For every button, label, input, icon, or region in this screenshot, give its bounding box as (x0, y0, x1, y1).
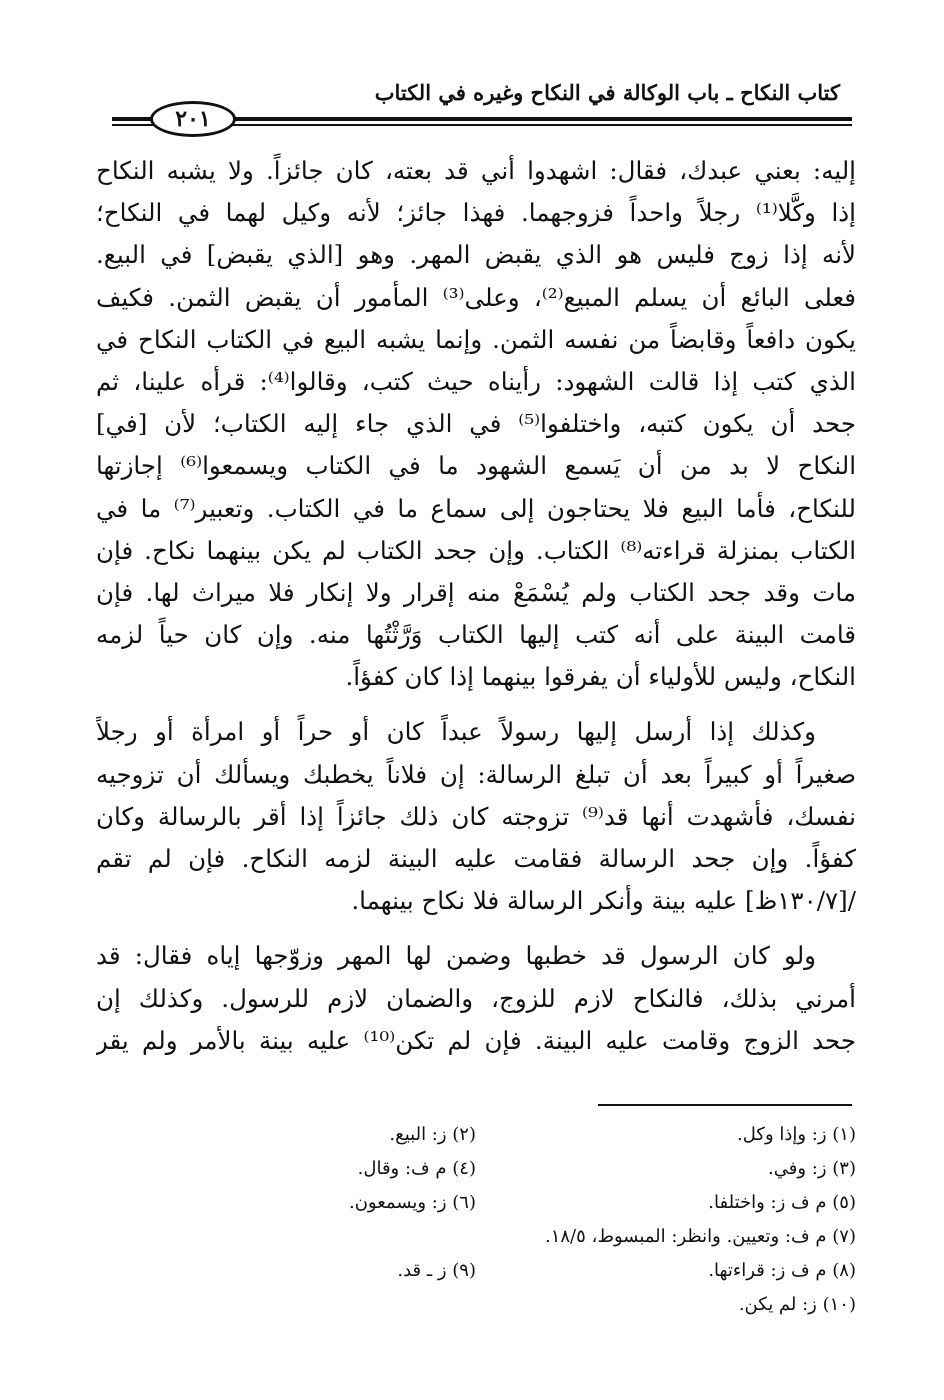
footnote-separator (598, 1104, 852, 1106)
text-line: /[١٣٠/٧ظ] عليه بينة وأنكر الرسالة فلا نكاح بينهما. (351, 886, 856, 916)
footnote-row (96, 1254, 856, 1288)
text-line: يكون دافعاً وقابضاً من نفسه الثمن. وإنما يشبه البيع في الكتاب النكاح في (96, 324, 856, 354)
footnote-1: (١) ز: وإذا وكل. (737, 1124, 856, 1145)
text-line: وكذلك إذا أرسل إليها رسولاً عبداً كان أو حراً أو امرأة أو رجلاً (96, 717, 816, 747)
paragraph-3 (96, 935, 856, 1062)
text-line: نفسك، فأشهدت أنها قد⁽⁹⁾ تزوجته كان ذلك جائزاً إذا أقر بالرسالة وكان (96, 801, 856, 831)
text-line: لأنه إذا زوج فليس هو الذي يقبض المهر. وهو [الذي يقبض] في البيع. (96, 240, 856, 270)
text-line: قامت البينة على أنه كتب إليها الكتاب وَرَّثْتُها منه. وإن كان حياً لزمه (96, 620, 856, 650)
footnote-8: (٨) م ف ز: قراءتها. (708, 1260, 856, 1281)
text-line: كفؤاً. وإن جحد الرسالة فقامت عليه البينة لزمه النكاح. فإن لم تقم (96, 844, 856, 873)
paragraph-gap (96, 922, 856, 935)
page-number: ٢٠١ (175, 106, 211, 132)
footnote-5: (٥) م ف ز: واختلفا. (708, 1192, 856, 1213)
text-line: ولو كان الرسول قد خطبها وضمن لها المهر وزوّجها إياه فقال: قد (96, 941, 816, 971)
footnote-row (96, 1118, 856, 1152)
text-line: مات وقد جحد الكتاب ولم يُسْمَعْ منه إقرار ولا إنكار فلا ميراث لها. فإن (96, 577, 856, 607)
footnote-7: (٧) م ف: وتعيين. وانظر: المبسوط، ١٨/٥. (544, 1226, 856, 1247)
footnote-row (96, 1288, 856, 1322)
text-line: الذي كتب إذا قالت الشهود: رأيناه حيث كتب، وقالوا⁽⁴⁾: قرأه علينا، ثم (96, 366, 856, 396)
running-header-title: كتاب النكاح ـ باب الوكالة في النكاح وغيره في الكتاب (374, 80, 840, 105)
footnote-3: (٣) ز: وفي. (768, 1158, 856, 1179)
footnote-9: (٩) ز ـ قد. (397, 1260, 476, 1281)
footnote-row (96, 1186, 856, 1220)
paragraph-1 (96, 150, 856, 698)
text-line: صغيراً أو كبيراً بعد أن تبلغ الرسالة: إن فلاناً يخطبك ويسألك أن تزوجيه (96, 759, 856, 789)
paragraph-gap (96, 698, 856, 711)
text-line: إليه: بعني عبدك، فقال: اشهدوا أني قد بعته، كان جائزاً. ولا يشبه النكاح (96, 156, 856, 185)
footnote-row (96, 1152, 856, 1186)
text-line: جحد أن يكون كتبه، واختلفوا⁽⁵⁾ في الذي جاء إليه الكتاب؛ لأن [في] (96, 409, 856, 439)
main-text (96, 150, 856, 1062)
text-line: الكتاب بمنزلة قراءته⁽⁸⁾ الكتاب. وإن جحد الكتاب لم يكن بينهما نكاح. فإن (96, 535, 856, 565)
text-line: النكاح، وليس للأولياء أن يفرقوا بينهما إذا كان كفؤاً. (345, 662, 856, 692)
page-number-badge (150, 101, 236, 137)
paragraph-2 (96, 711, 856, 922)
footnote-2: (٢) ز: البيع. (389, 1124, 476, 1145)
text-line: النكاح لا بد من أن يَسمع الشهود ما في الكتاب ويسمعوا⁽⁶⁾ إجازتها (96, 451, 856, 481)
footnote-10: (١٠) ز: لم يكن. (738, 1294, 856, 1315)
text-line: إذا وكَّلا⁽¹⁾ رجلاً واحداً فزوجهما. فهذا جائز؛ لأنه وكيل لهما في النكاح؛ (96, 198, 856, 228)
footnote-4: (٤) م ف: وقال. (357, 1158, 476, 1179)
text-line: أمرني بذلك، فالنكاح لازم للزوج، والضمان لازم للرسول. وكذلك إن (96, 983, 856, 1013)
footnote-6: (٦) ز: ويسمعون. (348, 1192, 476, 1213)
text-line: للنكاح، فأما البيع فلا يحتاجون إلى سماع ما في الكتاب. وتعبير⁽⁷⁾ ما في (96, 493, 856, 523)
text-line: جحد الزوج وقامت عليه البينة. فإن لم تكن⁽¹⁰⁾ عليه بينة بالأمر ولم يقر (96, 1025, 856, 1055)
footnotes (96, 1118, 856, 1322)
footnote-row (96, 1220, 856, 1254)
text-line: فعلى البائع أن يسلم المبيع⁽²⁾، وعلى⁽³⁾ المأمور أن يقبض الثمن. فكيف (96, 282, 856, 312)
